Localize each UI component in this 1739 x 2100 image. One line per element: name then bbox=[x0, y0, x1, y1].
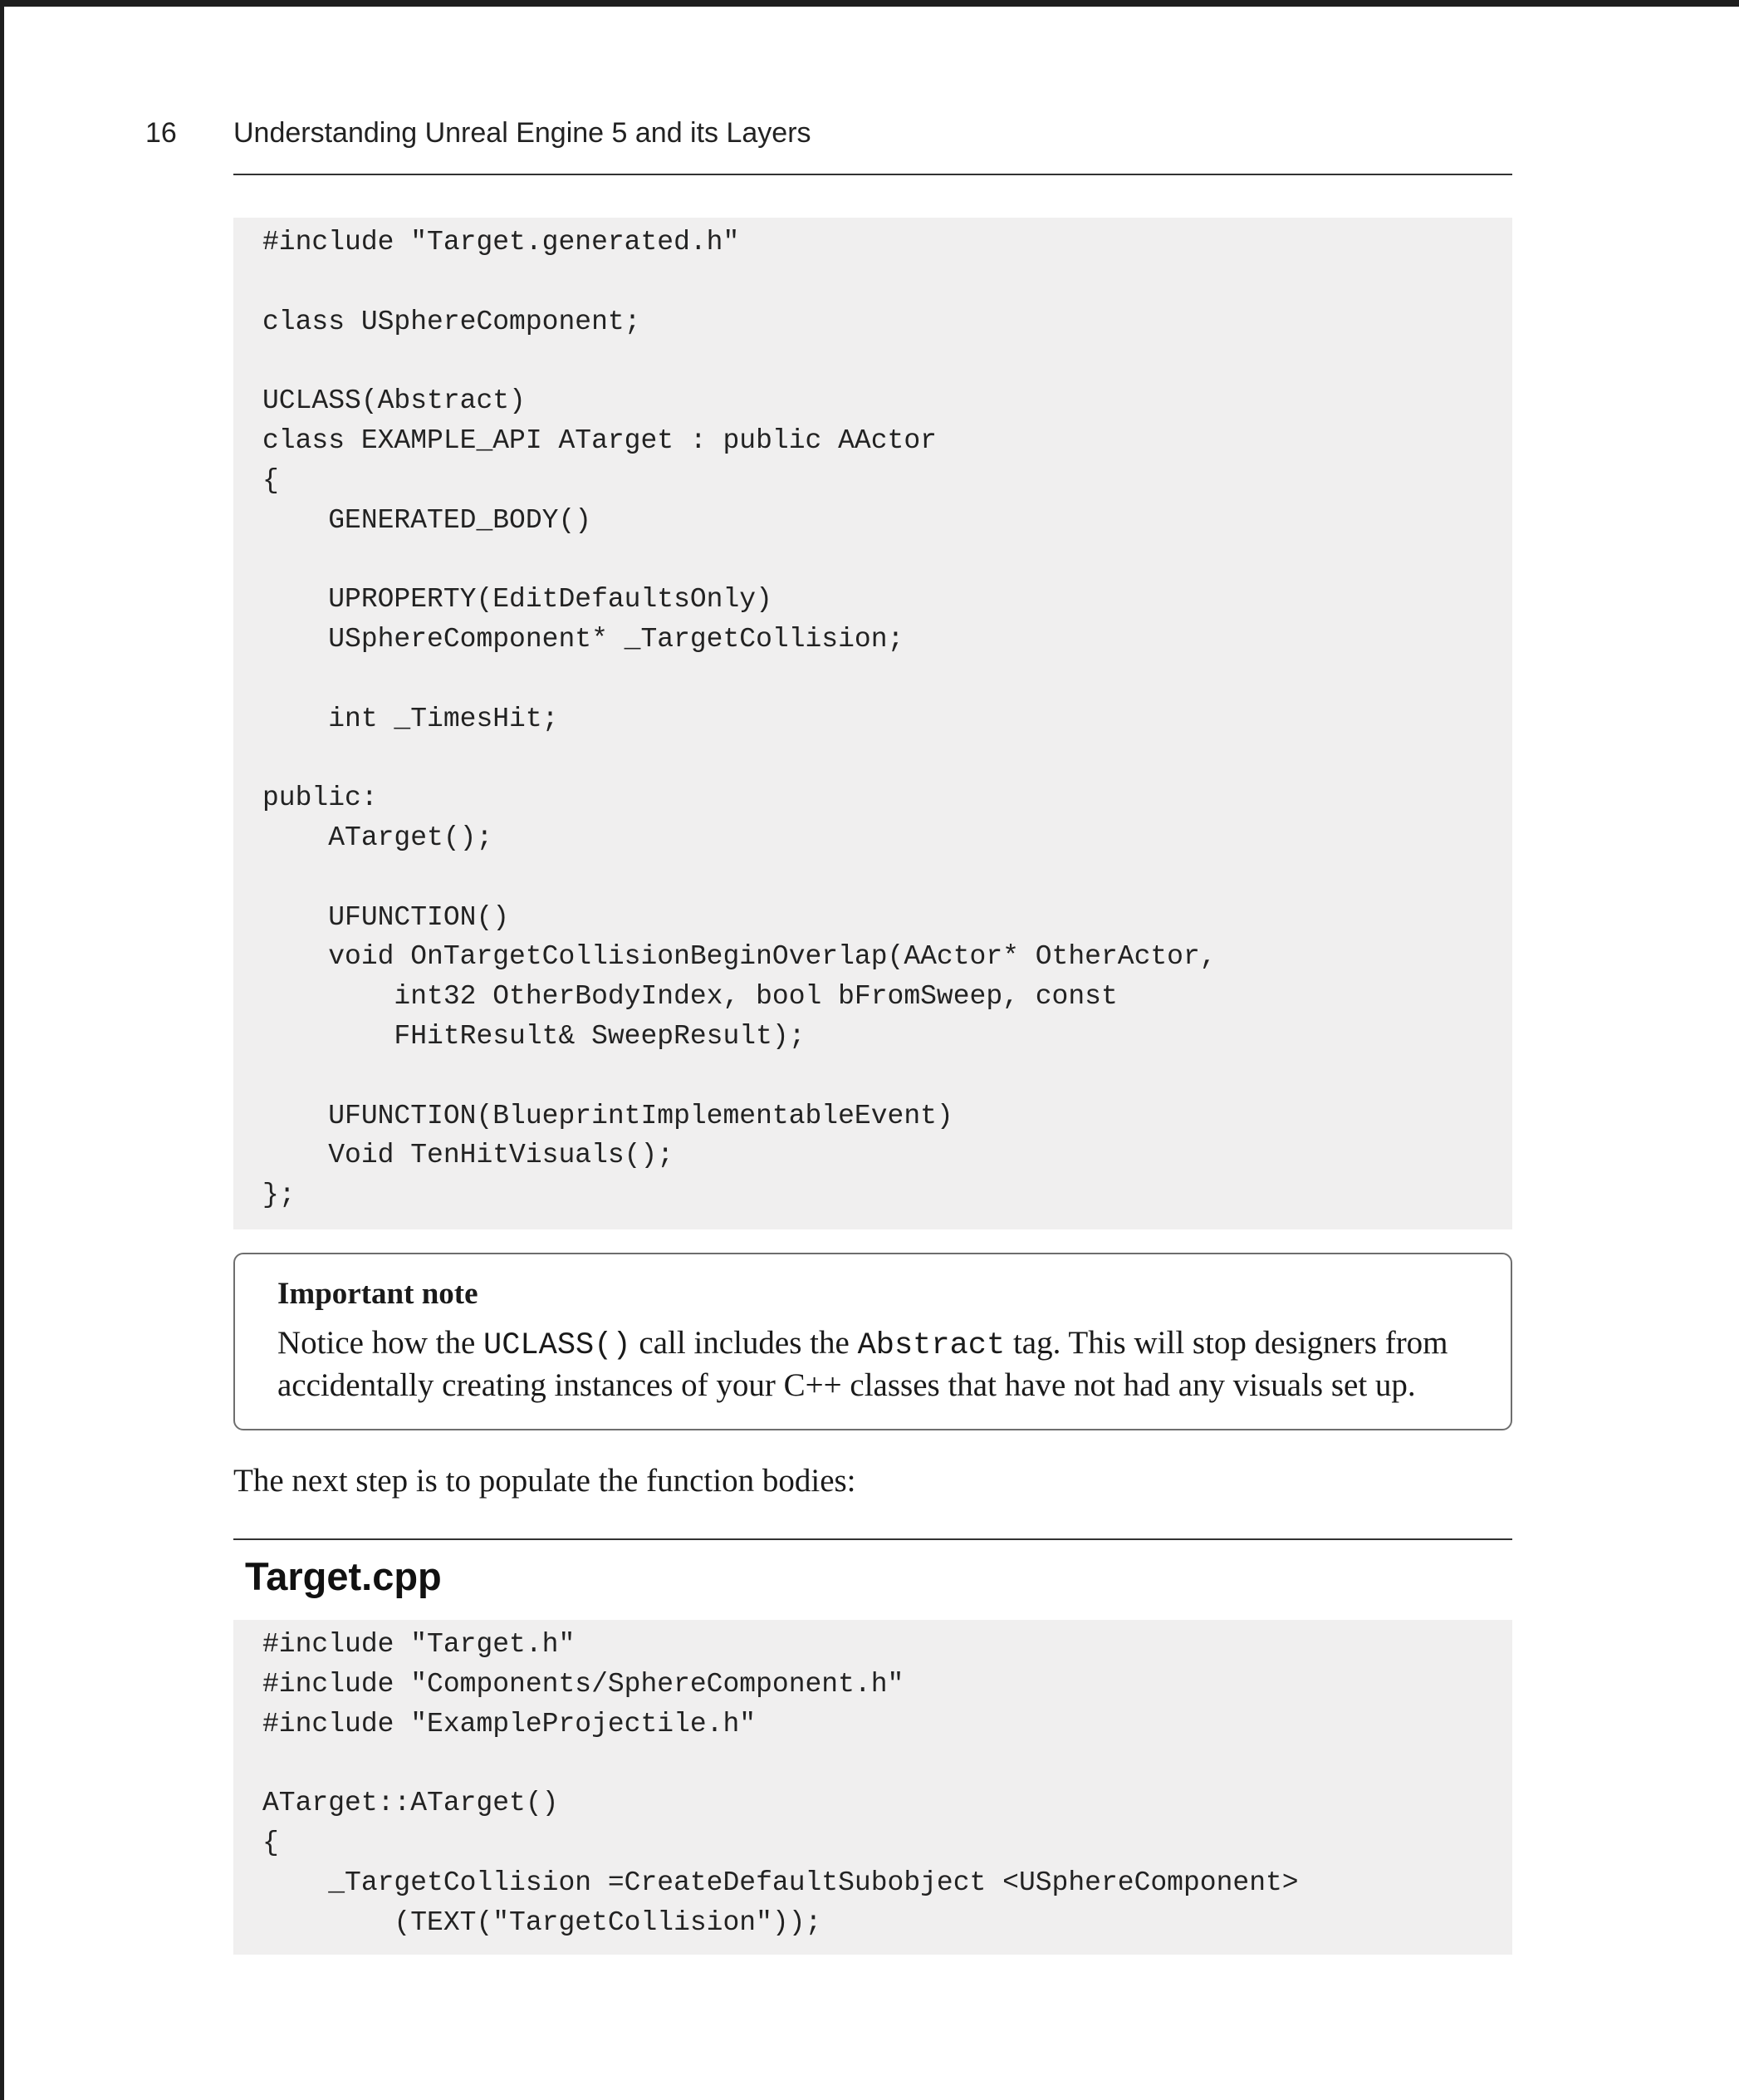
note-inline-code: UCLASS() bbox=[483, 1328, 631, 1363]
code-line: int _TimesHit; bbox=[262, 703, 559, 734]
note-text-part: Notice how the bbox=[277, 1325, 484, 1361]
code-line: #include "Components/SphereComponent.h" bbox=[262, 1668, 904, 1700]
section-rule bbox=[233, 1538, 1512, 1540]
code-line bbox=[262, 262, 1512, 302]
code-line: ATarget(); bbox=[262, 822, 493, 853]
window-left-border bbox=[0, 0, 4, 2100]
note-body bbox=[277, 1323, 1511, 1405]
note-title: Important note bbox=[277, 1277, 478, 1311]
code-line: USphereComponent* _TargetCollision; bbox=[262, 623, 904, 655]
code-line: FHitResult& SweepResult); bbox=[262, 1020, 806, 1052]
note-text-part: tag. This will stop designers from accidentally creating instances of your C++ classes that have not had any visuals set up. bbox=[277, 1325, 1448, 1403]
code-line: ATarget::ATarget() bbox=[262, 1788, 559, 1819]
code-line: { bbox=[262, 464, 279, 496]
code-line: UFUNCTION() bbox=[262, 901, 510, 933]
section-heading: Target.cpp bbox=[245, 1554, 442, 1598]
code-line: { bbox=[262, 1827, 279, 1858]
code-line: UPROPERTY(EditDefaultsOnly) bbox=[262, 584, 772, 616]
note-text-part: call includes the bbox=[630, 1325, 858, 1361]
code-line bbox=[262, 1057, 1512, 1097]
header-rule bbox=[233, 174, 1512, 175]
code-line bbox=[262, 341, 1512, 381]
code-line: public: bbox=[262, 783, 378, 814]
code-line: Void TenHitVisuals(); bbox=[262, 1140, 674, 1171]
page-number: 16 bbox=[145, 117, 177, 149]
code-line: UFUNCTION(BlueprintImplementableEvent) bbox=[262, 1100, 953, 1131]
code-block-target-cpp bbox=[233, 1620, 1512, 1955]
window-top-border bbox=[0, 0, 1739, 7]
note-inline-code: Abstract bbox=[857, 1328, 1006, 1363]
code-line bbox=[262, 1744, 1512, 1784]
code-block-target-header bbox=[233, 218, 1512, 1229]
code-line: _TargetCollision =CreateDefaultSubobject <USphereComponent> bbox=[262, 1867, 1299, 1898]
body-paragraph: The next step is to populate the function bodies: bbox=[233, 1463, 856, 1499]
code-line: #include "Target.generated.h" bbox=[262, 227, 740, 258]
important-note-box bbox=[233, 1253, 1512, 1430]
code-line: #include "ExampleProjectile.h" bbox=[262, 1708, 757, 1739]
code-line bbox=[262, 540, 1512, 580]
code-line: }; bbox=[262, 1180, 296, 1211]
code-line: class USphereComponent; bbox=[262, 306, 641, 337]
code-line: class EXAMPLE_API ATarget : public AActor bbox=[262, 424, 937, 456]
code-line: (TEXT("TargetCollision")); bbox=[262, 1906, 822, 1938]
code-line: void OnTargetCollisionBeginOverlap(AActor* OtherActor, bbox=[262, 941, 1217, 973]
running-head: Understanding Unreal Engine 5 and its Layers bbox=[233, 117, 811, 149]
code-line: int32 OtherBodyIndex, bool bFromSweep, const bbox=[262, 981, 1118, 1013]
code-line bbox=[262, 858, 1512, 898]
code-line: UCLASS(Abstract) bbox=[262, 385, 526, 417]
code-line bbox=[262, 660, 1512, 699]
code-line: GENERATED_BODY() bbox=[262, 504, 592, 536]
code-line: #include "Target.h" bbox=[262, 1629, 576, 1660]
code-line bbox=[262, 738, 1512, 778]
